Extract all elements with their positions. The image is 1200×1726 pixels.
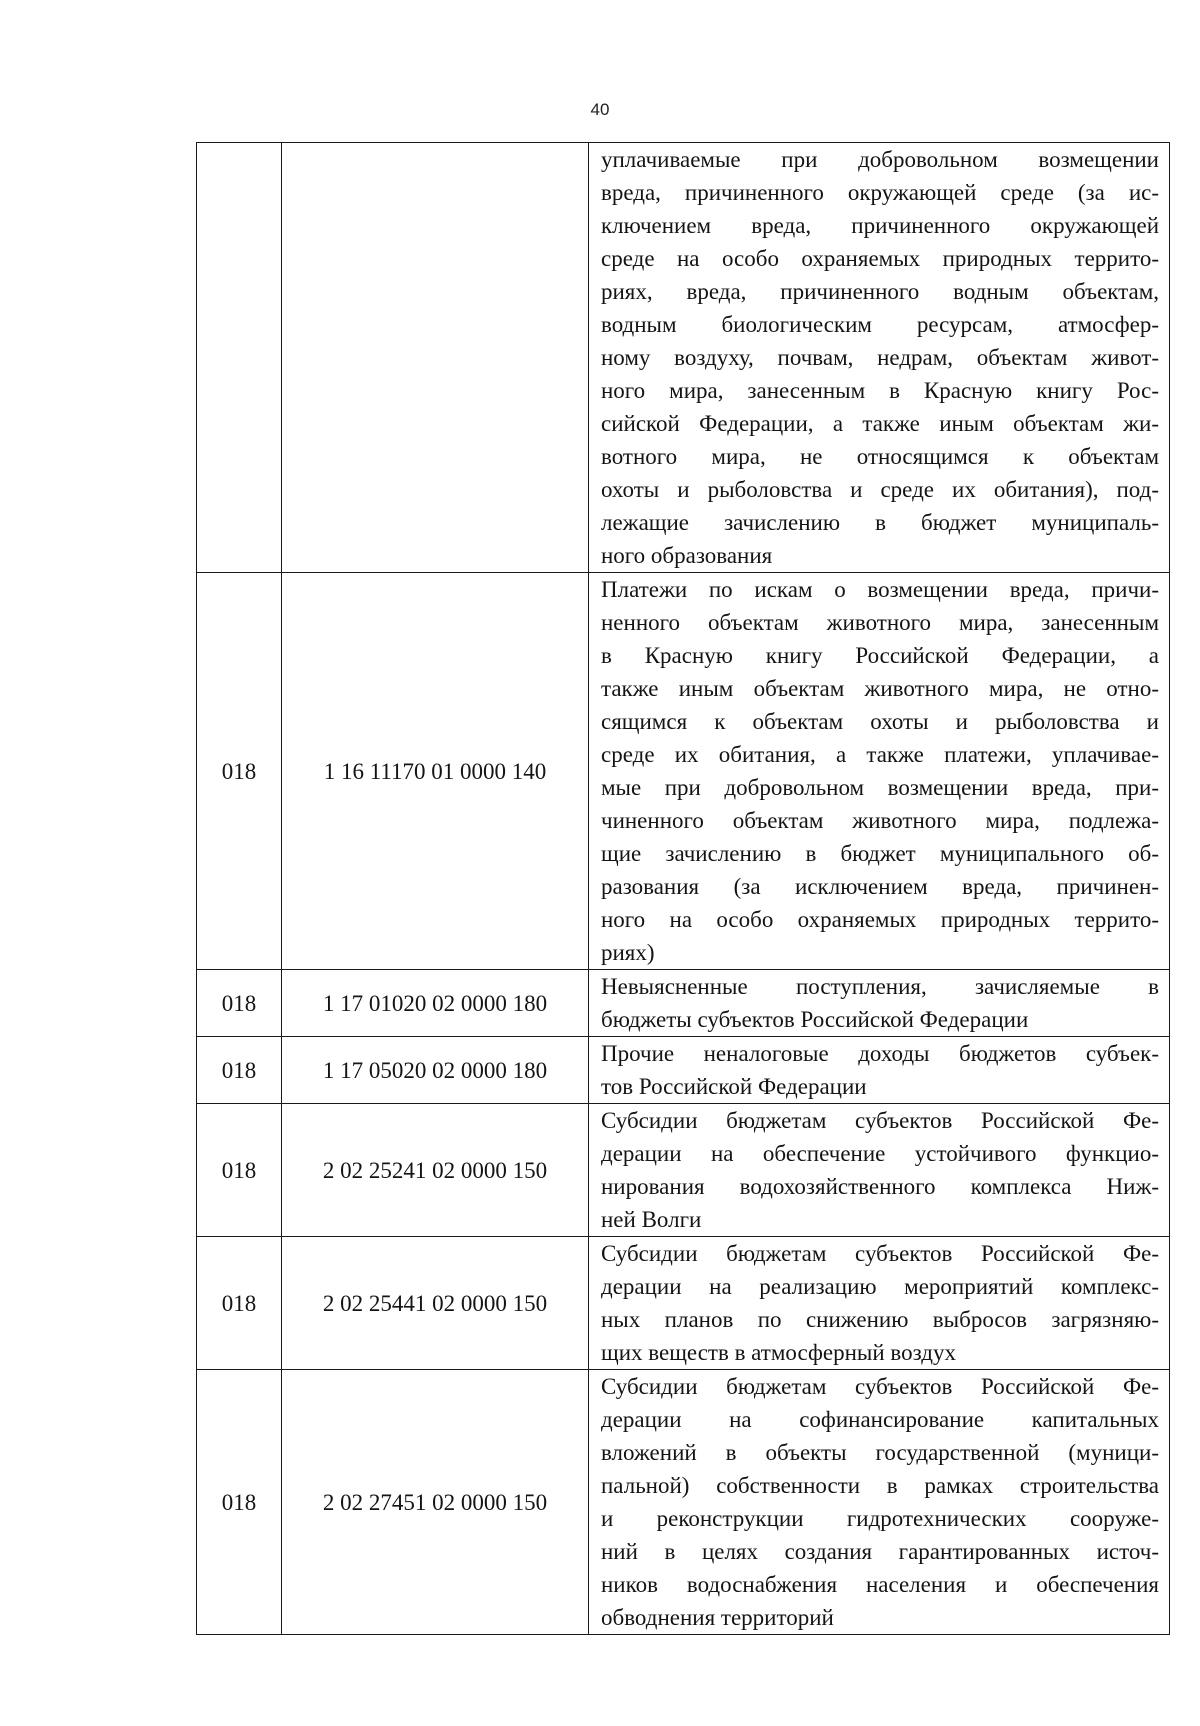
description-line: Невыясненные поступления, зачисляемые в (601, 974, 1159, 999)
budget-code-cell (282, 143, 589, 573)
description-line: тов Российской Федерации (601, 1074, 867, 1099)
description-line: щих веществ в атмосферный воздух (601, 1340, 956, 1365)
table-row (197, 573, 1170, 970)
revenue-name-cell (589, 1104, 1170, 1237)
table-row (197, 1037, 1170, 1104)
description-line: щие зачислению в бюджет муниципального об- (601, 841, 1159, 866)
description-line: ного мира, занесенным в Красную книгу Рос- (601, 378, 1159, 403)
description-line: водным биологическим ресурсам, атмосфер- (601, 312, 1159, 337)
description-line: ний в целях создания гарантированных источ- (601, 1539, 1159, 1564)
description-line: ней Волги (601, 1207, 702, 1232)
admin-code-cell: 018 (197, 573, 282, 970)
description-line: Субсидии бюджетам субъектов Российской Фе- (601, 1241, 1159, 1266)
revenue-name-cell (589, 1370, 1170, 1635)
description-line: мые при добровольном возмещении вреда, при- (601, 775, 1159, 800)
table-body (197, 143, 1170, 1635)
description-line: ному воздуху, почвам, недрам, объектам живот- (601, 345, 1159, 370)
description-line: и реконструкции гидротехнических сооруже- (601, 1506, 1159, 1531)
revenue-name-cell (589, 143, 1170, 573)
admin-code-cell: 018 (197, 1104, 282, 1237)
budget-code-cell: 2 02 25441 02 0000 150 (282, 1237, 589, 1370)
description-line: ного на особо охраняемых природных террито- (601, 907, 1159, 932)
description-line: разования (за исключением вреда, причинен- (601, 874, 1159, 899)
description-line: нирования водохозяйственного комплекса Ниж- (601, 1174, 1159, 1199)
revenue-name-cell (589, 573, 1170, 970)
description-line: сийской Федерации, а также иным объектам жи- (601, 411, 1159, 436)
description-line: ников водоснабжения населения и обеспечения (601, 1572, 1159, 1597)
revenue-name-cell (589, 970, 1170, 1037)
description-line: обводнения территорий (601, 1605, 834, 1630)
description-line: также иным объектам животного мира, не отно- (601, 676, 1159, 701)
description-line: ных планов по снижению выбросов загрязняю- (601, 1307, 1159, 1332)
description-line: среде на особо охраняемых природных террито- (601, 246, 1159, 271)
admin-code-cell: 018 (197, 1237, 282, 1370)
description-line: ного образования (601, 543, 773, 568)
description-line: Прочие неналоговые доходы бюджетов субъек- (601, 1041, 1159, 1066)
description-line: бюджеты субъектов Российской Федерации (601, 1007, 1029, 1032)
budget-code-cell: 2 02 27451 02 0000 150 (282, 1370, 589, 1635)
table-row (197, 1237, 1170, 1370)
description-line: дерации на обеспечение устойчивого функцио- (601, 1141, 1159, 1166)
description-line: ненного объектам животного мира, занесенным (601, 610, 1159, 635)
description-line: риях, вреда, причиненного водным объектам, (601, 279, 1159, 304)
description-line: лежащие зачислению в бюджет муниципаль- (601, 510, 1159, 535)
description-line: уплачиваемые при добровольном возмещении (601, 147, 1159, 172)
description-line: ключением вреда, причиненного окружающей (601, 213, 1159, 238)
table-row (197, 1104, 1170, 1237)
budget-classification-table (196, 142, 1170, 1635)
description-line: вреда, причиненного окружающей среде (за ис- (601, 180, 1159, 205)
description-line: в Красную книгу Российской Федерации, а (601, 643, 1159, 668)
revenue-name-cell (589, 1037, 1170, 1104)
budget-code-cell: 2 02 25241 02 0000 150 (282, 1104, 589, 1237)
description-line: пальной) собственности в рамках строительства (601, 1473, 1159, 1498)
description-line: Платежи по искам о возмещении вреда, причи- (601, 577, 1159, 602)
description-line: чиненного объектам животного мира, подлежа- (601, 808, 1159, 833)
budget-code-cell: 1 17 01020 02 0000 180 (282, 970, 589, 1037)
table-row (197, 1370, 1170, 1635)
admin-code-cell: 018 (197, 1037, 282, 1104)
description-line: дерации на реализацию мероприятий комплекс- (601, 1274, 1159, 1299)
admin-code-cell: 018 (197, 1370, 282, 1635)
description-line: среде их обитания, а также платежи, уплачивае- (601, 742, 1159, 767)
admin-code-cell: 018 (197, 970, 282, 1037)
table-row (197, 970, 1170, 1037)
description-line: вложений в объекты государственной (муници- (601, 1440, 1159, 1465)
revenue-name-cell (589, 1237, 1170, 1370)
budget-code-cell: 1 17 05020 02 0000 180 (282, 1037, 589, 1104)
page-number: 40 (590, 100, 610, 119)
description-line: сящимся к объектам охоты и рыболовства и (601, 709, 1159, 734)
budget-code-cell: 1 16 11170 01 0000 140 (282, 573, 589, 970)
description-line: вотного мира, не относящимся к объектам (601, 444, 1159, 469)
description-line: Субсидии бюджетам субъектов Российской Фе- (601, 1108, 1159, 1133)
description-line: дерации на софинансирование капитальных (601, 1407, 1159, 1432)
description-line: риях) (601, 940, 655, 965)
table-row (197, 143, 1170, 573)
description-line: Субсидии бюджетам субъектов Российской Фе- (601, 1374, 1159, 1399)
description-line: охоты и рыболовства и среде их обитания), под- (601, 477, 1159, 502)
admin-code-cell (197, 143, 282, 573)
